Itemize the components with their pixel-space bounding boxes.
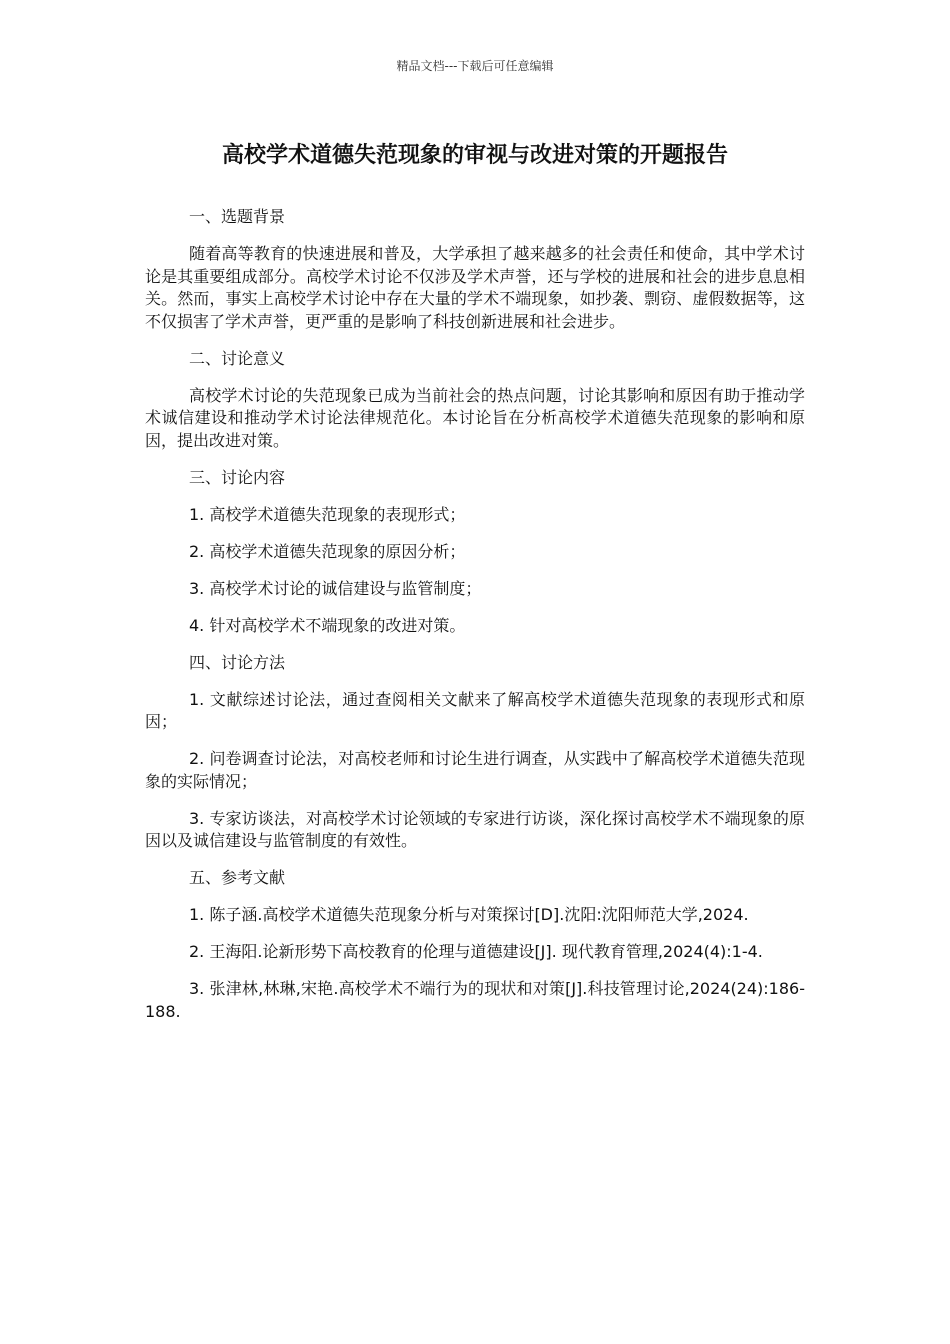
method-item: 1. 文献综述讨论法，通过查阅相关文献来了解高校学术道德失范现象的表现形式和原因；: [145, 689, 805, 731]
page-header-note: 精品文档---下载后可任意编辑: [396, 59, 554, 73]
section-heading-significance: 二、讨论意义: [189, 348, 286, 368]
document-title: 高校学术道德失范现象的审视与改进对策的开题报告: [221, 143, 728, 168]
section-heading-background: 一、选题背景: [189, 207, 286, 226]
document-body: [145, 206, 805, 1038]
method-item: 2. 问卷调查讨论法，对高校老师和讨论生进行调查，从实践中了解高校学术道德失范现象的实际情况；: [145, 749, 805, 791]
reference-item: 3. 张津林,林琳,宋艳.高校学术不端行为的现状和对策[J].科技管理讨论,2024(24):186-188.: [145, 979, 805, 1021]
content-item: 4. 针对高校学术不端现象的改进对策。: [189, 615, 466, 635]
reference-item: 1. 陈子涵.高校学术道德失范现象分析与对策探讨[D].沈阳:沈阳师范大学,2024.: [189, 905, 749, 924]
significance-paragraph: 高校学术讨论的失范现象已成为当前社会的热点问题，讨论其影响和原因有助于推动学术诚信建设和推动学术讨论法律规范化。本讨论旨在分析高校学术道德失范现象的影响和原因，提出改进对策。: [145, 385, 805, 450]
section-heading-methods: 四、讨论方法: [189, 652, 286, 672]
content-item: 3. 高校学术讨论的诚信建设与监管制度；: [189, 578, 482, 598]
reference-item: 2. 王海阳.论新形势下高校教育的伦理与道德建设[J]. 现代教育管理,2024(4):1-4.: [189, 942, 763, 961]
content-item: 2. 高校学术道德失范现象的原因分析；: [189, 541, 466, 561]
method-item: 3. 专家访谈法，对高校学术讨论领域的专家进行访谈，深化探讨高校学术不端现象的原因以及诚信建设与监管制度的有效性。: [145, 808, 805, 850]
background-paragraph: 随着高等教育的快速进展和普及，大学承担了越来越多的社会责任和使命，其中学术讨论是其重要组成部分。高校学术讨论不仅涉及学术声誉，还与学校的进展和社会的进步息息相关。然而，事实上高校学术讨论中存在大量的学术不端现象，如抄袭、剽窃、虚假数据等，这不仅损害了学术声誉，更严重的是影响了科技创新进展和社会进步。: [145, 244, 805, 331]
section-heading-references: 五、参考文献: [189, 868, 286, 887]
content-item: 1. 高校学术道德失范现象的表现形式；: [189, 504, 466, 524]
section-heading-content: 三、讨论内容: [189, 467, 286, 487]
